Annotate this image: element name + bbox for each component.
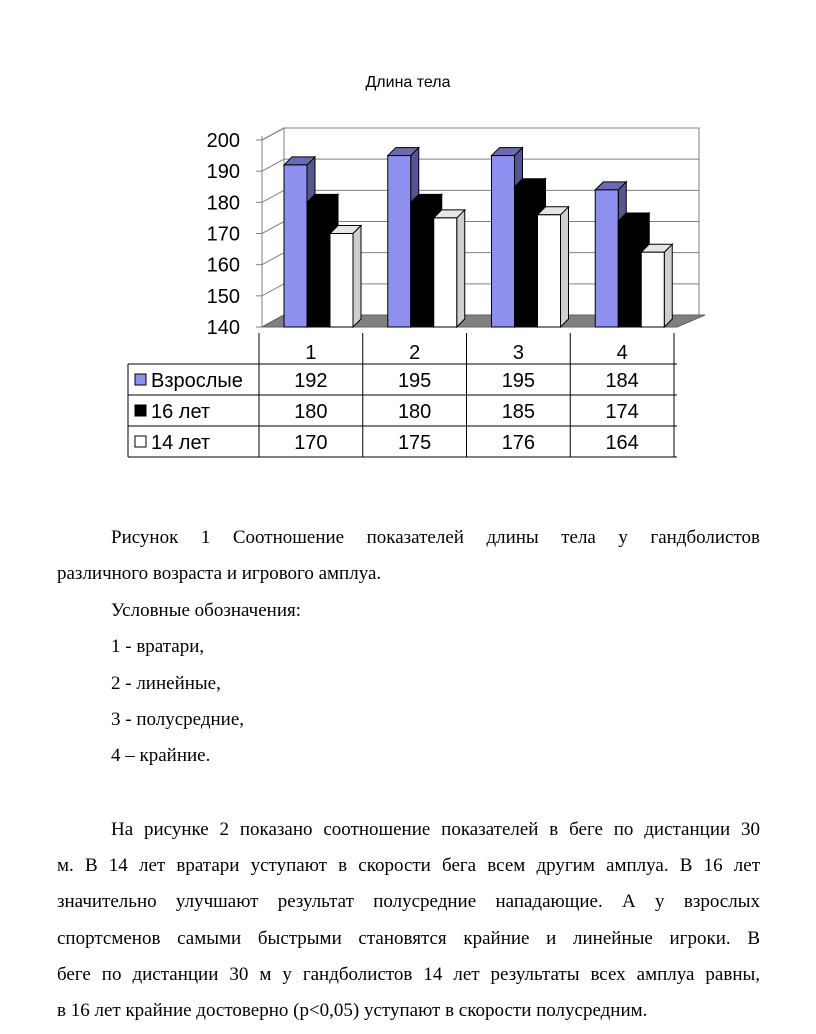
legend-heading: Условные обозначения: [111,600,302,621]
data-label-1-3: 195 [501,370,536,392]
y-tick-label: 160 [206,254,240,277]
y-tick-label: 200 [206,130,240,152]
bar-3-3 [538,215,561,327]
figure-caption-line-2: различного возраста и игрового амплуа. [57,563,382,584]
legend-item-1: 1 - вратари, [111,636,205,657]
bar-1-2 [388,156,411,327]
paragraph-line-1: На рисунке 2 показано соотношение показателей в беге по дистанции 30 [111,819,760,840]
bar-3-2 [434,218,457,327]
x-tick-label: 4 [616,342,628,364]
legend-item-2: 2 - линейные, [111,673,221,694]
bar-side-3-1 [353,226,361,328]
bar-3-4 [641,252,664,327]
legend-item-3: 3 - полусредние, [111,709,245,730]
figure-caption-line-1: Рисунок 1 Соотношение показателей длины тела у гандболистов [111,527,760,548]
bar-1-1 [284,165,307,327]
bar-side-3-4 [664,244,672,327]
data-label-1-2: 195 [397,370,432,392]
data-label-2-4: 174 [605,401,639,423]
paragraph-line-3: значительно улучшают результат полусредние нападающие. А у взрослых [57,891,760,912]
bar-1-4 [595,190,618,327]
chart-title: Длина тела [365,74,451,91]
y-tick-label: 180 [206,192,240,215]
data-label-1-1: 192 [294,370,328,392]
legend-label-3: 14 лет [151,432,211,454]
bar-3-1 [330,234,353,328]
bar-2-1 [307,202,330,327]
data-label-2-2: 180 [397,401,432,423]
y-tick-label: 170 [206,223,240,246]
y-tick-label: 140 [206,317,240,339]
data-label-2-1: 180 [294,401,328,423]
bar-2-2 [411,202,434,327]
data-label-3-4: 164 [605,432,639,454]
data-label-3-3: 176 [501,432,536,454]
bar-side-3-2 [457,210,465,327]
x-tick-label: 2 [409,342,421,364]
data-label-3-2: 175 [397,432,432,454]
legend-label-2: 16 лет [151,401,211,423]
data-label-3-1: 170 [294,432,328,454]
paragraph-line-5: беге по дистанции 30 м у гандболистов 14 лет результаты всех амплуа равны, [57,964,760,985]
chart [0,0,816,470]
x-tick-label: 3 [512,342,524,364]
legend-label-1: Взрослые [151,370,243,392]
chart-svg [0,0,816,470]
data-label-2-3: 185 [501,401,536,423]
x-tick-label: 1 [305,342,317,364]
y-tick-label: 190 [206,161,240,184]
y-tick-label: 150 [206,285,240,308]
legend-item-4: 4 – крайние. [111,745,211,766]
bar-1-3 [492,156,515,327]
bar-2-4 [618,221,641,327]
legend-swatch-1 [135,374,146,385]
data-label-1-4: 184 [605,370,639,392]
paragraph-line-4: спортсменов самыми быстрыми становятся крайние и линейные игроки. В [57,928,760,949]
legend-swatch-3 [135,436,146,447]
bar-2-3 [515,187,538,327]
paragraph-line-6: в 16 лет крайние достоверно (р<0,05) уступают в скорости полусредним. [57,1000,648,1021]
paragraph-line-2: м. В 14 лет вратари уступают в скорости бега всем другим амплуа. В 16 лет [57,855,760,876]
legend-swatch-2 [135,405,146,416]
bar-side-3-3 [561,207,569,327]
